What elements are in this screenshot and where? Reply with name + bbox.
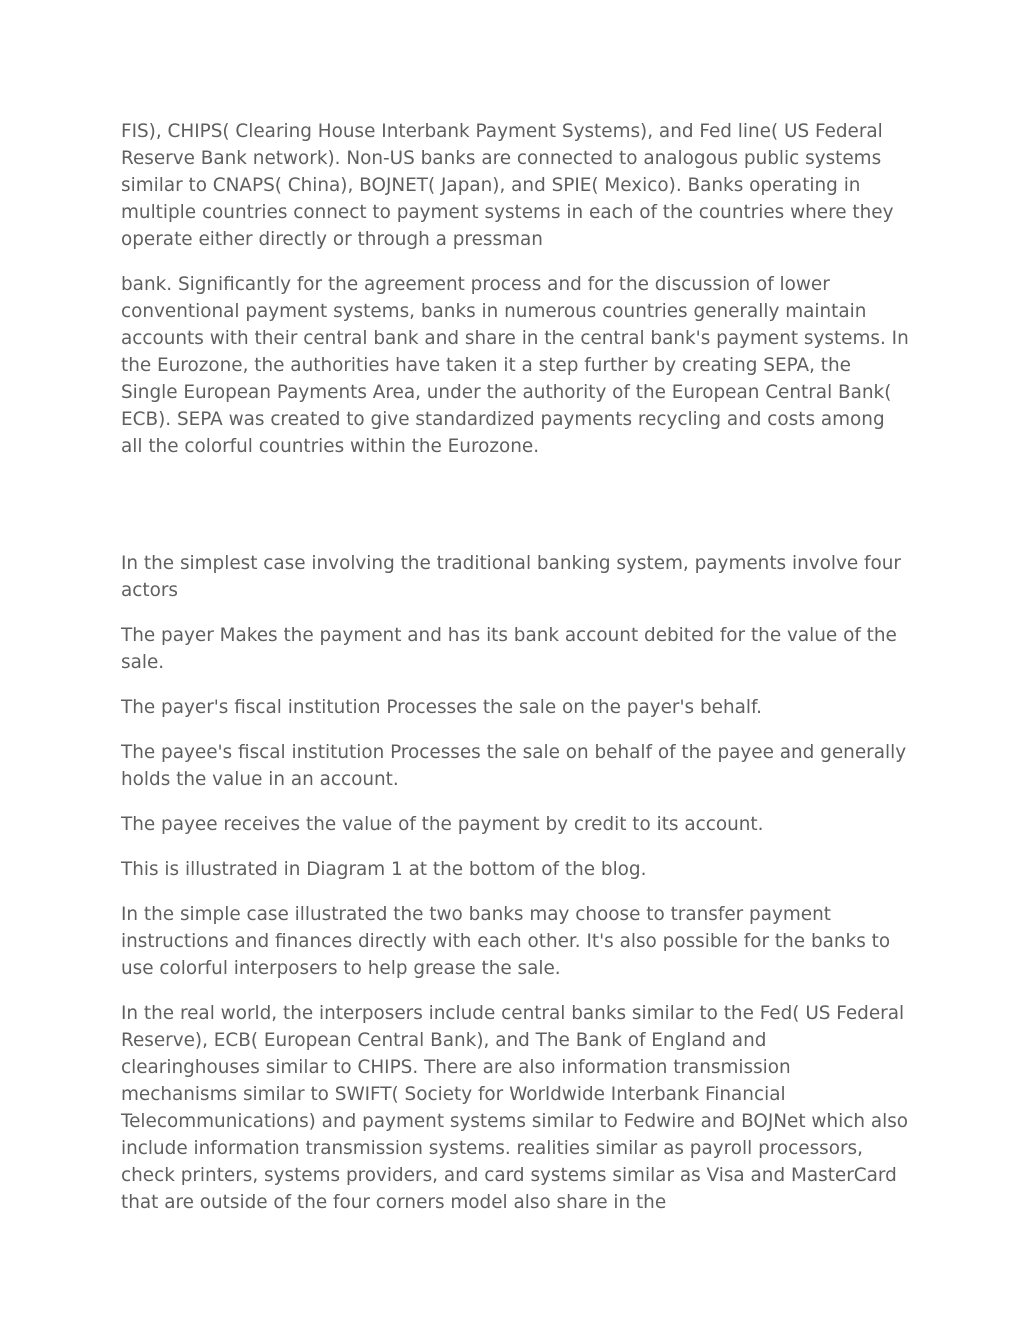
paragraph-spacer <box>121 478 911 532</box>
document-body <box>121 118 911 1234</box>
paragraph-diagram-reference: This is illustrated in Diagram 1 at the bottom of the blog. <box>121 859 647 880</box>
paragraph-payer-institution: The payer's fiscal institution Processes the sale on the payer's behalf. <box>121 697 762 718</box>
paragraph-payer: The payer Makes the payment and has its bank account debited for the value of the sale. <box>121 625 897 673</box>
paragraph-interposers-simple: In the simple case illustrated the two banks may choose to transfer payment instructions and finances directly with each other. It's also possible for the banks to use colorful interposers to help grease the sale. <box>121 904 891 979</box>
paragraph-interposers-real-world: In the real world, the interposers include central banks similar to the Fed( US Federal Reserve), ECB( European Central Bank), and The Bank of England and clearinghouses similar to CHIPS. There are also information transmission mechanisms similar to SWIFT( Society for Worldwide Interbank Financial Telecommunications) and payment systems similar to Fedwire and BOJNet which also include information transmission systems. realities similar as payroll processors, check printers, systems providers, and card systems similar as Visa and MasterCard that are outside of the four corners model also share in the <box>121 1003 909 1213</box>
paragraph-payee: The payee receives the value of the payment by credit to its account. <box>121 814 764 835</box>
paragraph-central-bank-sepa: bank. Significantly for the agreement process and for the discussion of lower conventional payment systems, banks in numerous countries generally maintain accounts with their central bank and share in the central bank's payment systems. In the Eurozone, the authorities have taken it a step further by creating SEPA, the Single European Payments Area, under the authority of the European Central Bank( ECB). SEPA was created to give standardized payments recycling and costs among all the colorful countries within the Eurozone. <box>121 274 909 457</box>
paragraph-four-actors-intro: In the simplest case involving the traditional banking system, payments involve four actors <box>121 553 901 601</box>
paragraph-payment-networks: FIS), CHIPS( Clearing House Interbank Payment Systems), and Fed line( US Federal Reserve Bank network). Non-US banks are connected to analogous public systems similar to CNAPS( China), BOJNET( Japan), and SPIE( Mexico). Banks operating in multiple countries connect to payment systems in each of the countries where they operate either directly or through a pressman <box>121 121 894 250</box>
paragraph-payee-institution: The payee's fiscal institution Processes the sale on behalf of the payee and generally holds the value in an account. <box>121 742 907 790</box>
